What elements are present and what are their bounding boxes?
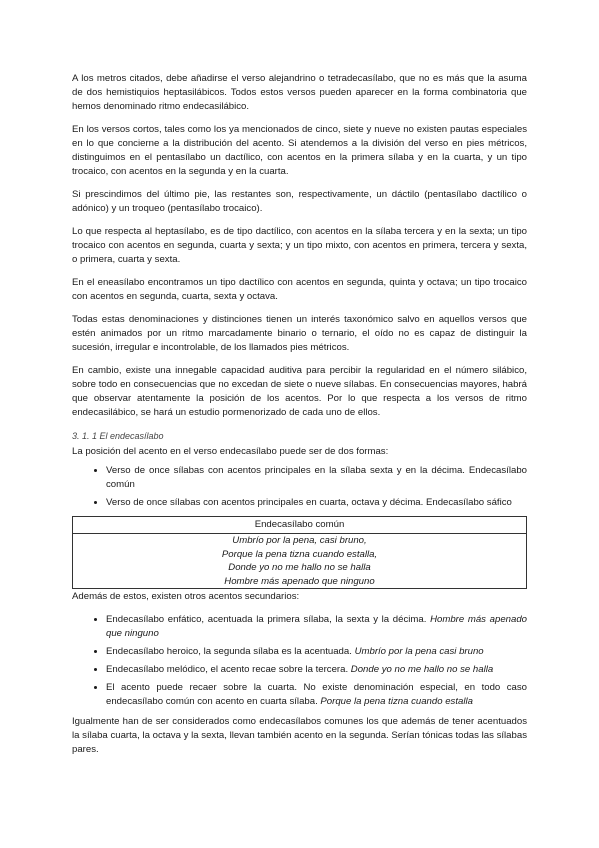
item-example: Umbrío por la pena casi bruno	[354, 646, 484, 657]
list-item	[106, 644, 527, 659]
verse-line: Hombre más apenado que ninguno	[224, 575, 375, 587]
paragraph: Si prescindimos del último pie, las restantes son, respectivamente, un dáctilo (pentasílabo dactílico o adónico) y un troqueo (pentasílabo trocaico).	[72, 189, 527, 214]
table-header: Endecasílabo común	[73, 517, 527, 534]
list-item: • Verso de once sílabas con acentos principales en cuarta, octava y décima. Endecasílabo sáfico	[106, 495, 527, 510]
list-item: • Verso de once sílabas con acentos principales en la sílaba sexta y en la décima. Endecasílabo común	[106, 463, 527, 492]
item-example: Donde yo no me hallo no se halla	[350, 664, 494, 675]
paragraph: Todas estas denominaciones y distinciones tienen un interés taxonómico salvo en aquellos versos que estén animados por un ritmo marcadamente binario o ternario, el oído no es capaz de distinguir la sucesión, irregular e incontrolable, de los llamados pies métricos.	[72, 314, 527, 353]
item-text: El acento puede recaer sobre la cuarta. No existe denominación especial, en todo caso endecasílabo común con acento en cuarta sílaba.	[106, 682, 527, 707]
item-text: Endecasílabo enfático, acentuada la primera sílaba, la sexta y la décima.	[106, 614, 431, 625]
item-text: Endecasílabo heroico, la segunda sílaba es la acentuada.	[106, 646, 355, 657]
examples-table	[72, 516, 527, 589]
paragraph: A los metros citados, debe añadirse el verso alejandrino o tetradecasílabo, que no es más que la asuma de dos hemistiquios heptasilábicos. Todos estos versos pueden aparecer en la forma combinatoria que hemos denominado ritmo endecasilábico.	[72, 73, 527, 112]
verse-line: Donde yo no me hallo no se halla	[228, 562, 371, 573]
list-item	[106, 662, 527, 677]
item-example: Porque la pena tizna cuando estalla	[320, 696, 473, 707]
paragraph: En los versos cortos, tales como los ya mencionados de cinco, siete y nueve no existen pautas especiales en lo que concierne a la distribución del acento. Si atendemos a la división del verso en pies métricos, distinguimos en el pentasílabo un dactílico, con acentos en la primera sílaba y en la cuarta, y un tipo trocaico, con acentos en la segunda y en la cuarta.	[72, 124, 527, 177]
secondary-intro: Además de estos, existen otros acentos secundarios:	[72, 591, 300, 602]
secondary-list	[72, 612, 527, 709]
paragraph: En cambio, existe una innegable capacidad auditiva para percibir la regularidad en el número silábico, sobre todo en consecuencias que no excedan de siete o nueve sílabas. En consecuencias mayores, habrá que observar atentamente la posición de los acentos. Por lo que respecta a los versos de ritmo endecasilábico, se hará un estudio pormenorizado de cada uno de ellos.	[72, 365, 527, 418]
closing-paragraph: Igualmente han de ser considerados como endecasílabos comunes los que además de tener acentuados la sílaba cuarta, la octava y la sexta, llevan también acento en la segunda. Serían tónicas todas las sílabas pares.	[72, 716, 527, 755]
verse-line: Porque la pena tizna cuando estalla,	[221, 548, 378, 560]
forms-list	[72, 463, 527, 510]
item-example: Hombre más apenado que ninguno	[106, 614, 527, 639]
paragraph: Lo que respecta al heptasílabo, es de tipo dactílico, con acentos en la sílaba tercera y en la sexta; un tipo trocaico con acentos en segunda, cuarta y sexta; y un tipo mixto, con acentos en primera, tercera y sexta, o primera, cuarta y sexta.	[72, 226, 527, 265]
list-item	[106, 612, 527, 641]
forms-intro: La posición del acento en el verso endecasílabo puede ser de dos formas:	[72, 446, 389, 457]
list-item	[106, 680, 527, 709]
paragraph: En el eneasílabo encontramos un tipo dactílico con acentos en segunda, quinta y octava; un tipo trocaico con acentos en segunda, cuarta, sexta y octava.	[72, 277, 527, 302]
item-text: Endecasílabo melódico, el acento recae sobre la tercera.	[106, 664, 351, 675]
page-content	[72, 72, 527, 766]
section-heading: 3. 1. 1 El endecasílabo	[72, 431, 164, 441]
verse-line: Umbrío por la pena, casi bruno,	[232, 535, 367, 546]
